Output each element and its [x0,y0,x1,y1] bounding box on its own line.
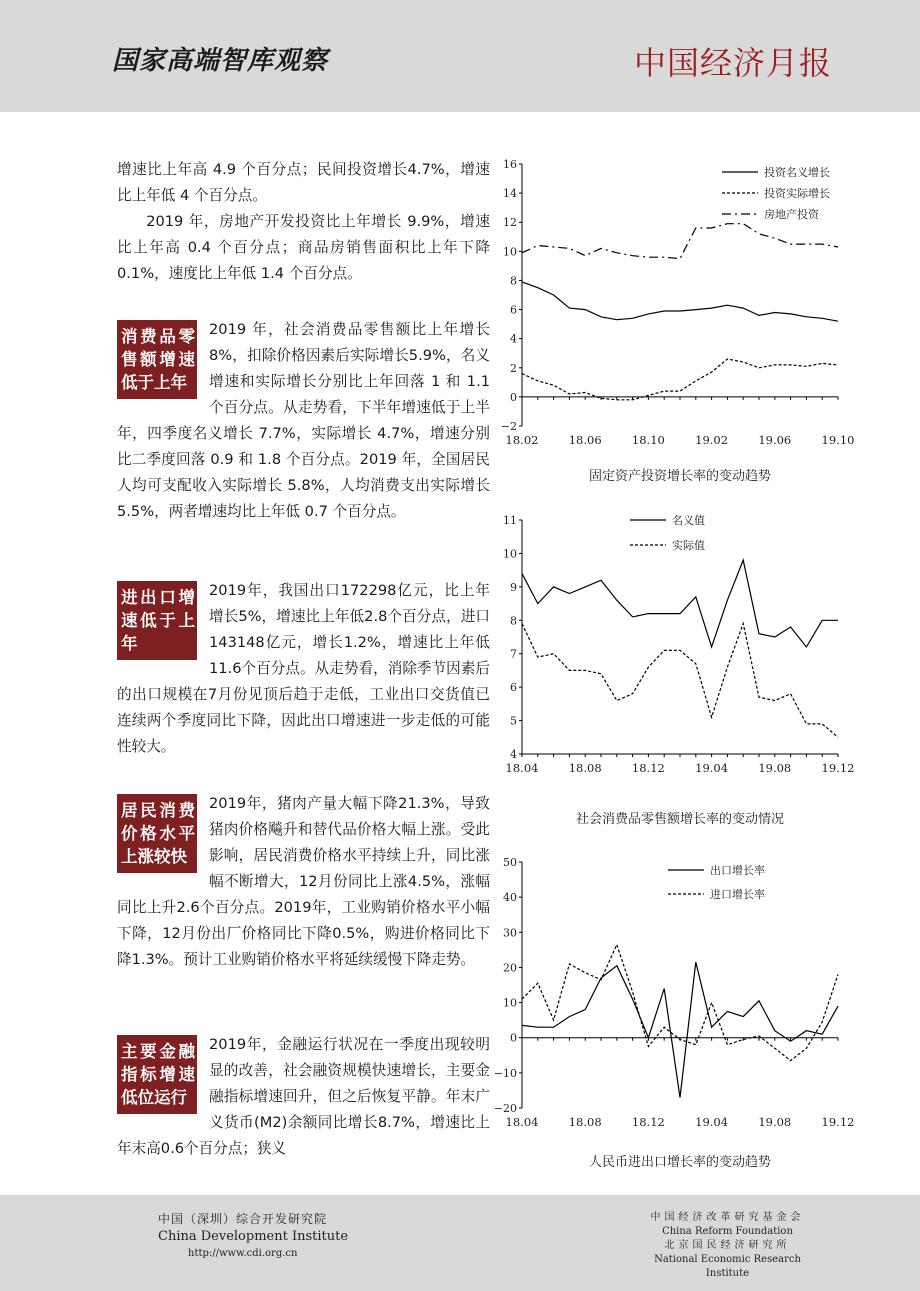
y-tick-label: 9 [510,580,517,594]
section-cpi [117,791,490,973]
investment-chart-title: 固定资产投资增长率的变动趋势 [588,469,771,484]
section-tag-finance: 主要金融指标增速低位运行 [117,1035,197,1114]
y-tick-label: −20 [493,1102,517,1115]
legend-label: 实际值 [672,539,705,552]
legend-label: 投资实际增长 [764,187,830,200]
x-tick-label: 18.06 [568,433,602,447]
x-tick-label: 18.08 [568,761,602,775]
x-tick-label: 19.10 [821,433,855,447]
investment-chart [490,150,870,464]
y-tick-label: 6 [510,303,517,317]
retail-chart [490,508,870,802]
legend-label: 进口增长率 [710,888,765,901]
x-tick-label: 19.04 [695,761,729,775]
y-tick-label: 4 [510,748,517,761]
y-tick-label: 7 [510,647,517,661]
trade-chart-title: 人民币进出口增长率的变动趋势 [588,1155,771,1170]
footer-url[interactable]: http://www.cdi.org.cn [188,1248,298,1259]
legend-label: 名义值 [672,514,705,527]
x-tick-label: 18.12 [631,1115,665,1129]
section-tag-cpi: 居民消费价格水平上涨较快 [117,794,197,873]
y-tick-label: 0 [510,1031,517,1045]
footer-right [640,1211,815,1281]
y-tick-label: 5 [510,714,517,728]
footer-left [158,1211,348,1262]
y-tick-label: 50 [503,856,517,869]
x-tick-label: 18.10 [631,433,665,447]
section-text-finance: 2019年，金融运行状况在一季度出现较明显的改善，社会融资规模快速增长，主要金融指标增速回升，但之后恢复平静。年末广义货币(M2)余额同比增长8.7%，增速比上年末高0.6个百分点；狭义 [117,1036,490,1157]
section-trade [117,578,490,760]
y-tick-label: 40 [503,891,517,905]
section-text-trade: 2019年，我国出口172298亿元，比上年增长5%，增速比上年低2.8个百分点，进口143148亿元，增长1.2%，增速比上年低11.6个百分点。从走势看，消除季节因素后的出口规模在7月份见顶后趋于走低，工业出口交货值已连续两个季度同比下降，因此出口增速进一步走低的可能性较大。 [117,582,490,755]
y-tick-label: 10 [503,996,517,1010]
y-tick-label: −10 [493,1066,517,1080]
y-tick-label: 12 [503,216,517,230]
y-tick-label: 6 [510,681,517,695]
series-line-3 [522,224,838,259]
x-tick-label: 19.08 [758,761,792,775]
y-tick-label: 10 [503,547,517,561]
brand-logo-text: 国家高端智库观察 [112,46,329,76]
intro-paragraph-1: 增速比上年高 4.9 个百分点；民间投资增长4.7%，增速比上年低 4 个百分点。 [117,161,490,204]
footer-crf-cn: 中国经济改革研究基金会 [650,1212,805,1223]
x-tick-label: 19.08 [758,1115,792,1129]
x-tick-label: 19.12 [821,761,855,775]
series-line-2 [522,359,838,400]
series-line-1 [522,962,838,1097]
y-tick-label: 14 [503,187,517,201]
y-tick-label: 2 [510,361,517,375]
x-tick-label: 19.02 [695,433,729,447]
x-tick-label: 18.08 [568,1115,602,1129]
y-tick-label: 4 [510,332,517,346]
x-tick-label: 18.12 [631,761,665,775]
footer-crf-en: China Reform Foundation [662,1226,793,1237]
investment-chart-svg [490,150,870,460]
footer-neri-en: National Economic Research Institute [654,1254,801,1279]
section-retail [117,317,490,525]
footer-cdi-en: China Development Institute [158,1229,349,1244]
footer-neri-cn: 北京国民经济研究所 [664,1240,791,1251]
section-tag-trade: 进出口增速低于上年 [117,581,197,660]
legend-label: 房地产投资 [764,208,819,221]
x-tick-label: 19.04 [695,1115,729,1129]
y-tick-label: 11 [503,514,517,527]
footer-cdi-cn: 中国（深圳）综合开发研究院 [158,1212,328,1226]
series-line-1 [522,560,838,647]
x-tick-label: 18.04 [505,761,539,775]
trade-chart [490,852,870,1146]
y-tick-label: 8 [510,614,517,628]
y-tick-label: 20 [503,961,517,975]
legend-label: 出口增长率 [710,864,765,877]
x-tick-label: 19.06 [758,433,792,447]
y-tick-label: 10 [503,245,517,259]
retail-chart-svg [490,508,870,798]
series-line-2 [522,624,838,738]
report-title: 中国经济月报 [633,44,832,82]
section-text-cpi: 2019年，猪肉产量大幅下降21.3%，导致猪肉价格飚升和替代品价格大幅上涨。受此影响，居民消费价格水平持续上升，同比涨幅不断增大，12月份同比上涨4.5%，涨幅同比上升2.6个百分点。2019年，工业购销价格水平小幅下降，12月份出厂价格同比下降0.5%，购进价格同比下降1.3%。预计工业购销价格水平将延续缓慢下降走势。 [117,795,490,968]
x-tick-label: 18.02 [505,433,539,447]
section-finance [117,1032,490,1162]
section-tag-retail: 消费品零售额增速低于上年 [117,320,197,399]
series-line-1 [522,282,838,321]
series-line-2 [522,945,838,1061]
y-tick-label: 16 [503,158,517,171]
intro-block [117,157,490,287]
page-footer [0,1195,920,1291]
x-tick-label: 19.12 [821,1115,855,1129]
y-tick-label: −2 [500,420,517,433]
intro-paragraph-2: 2019 年，房地产开发投资比上年增长 9.9%，增速比上年高 0.4 个百分点；商品房销售面积比上年下降 0.1%，速度比上年低 1.4 个百分点。 [117,213,490,282]
legend-label: 投资名义增长 [764,166,830,179]
y-tick-label: 0 [510,390,517,404]
y-tick-label: 30 [503,926,517,940]
y-tick-label: 8 [510,274,517,288]
page-header [0,0,920,112]
retail-chart-title: 社会消费品零售额增长率的变动情况 [575,812,784,827]
x-tick-label: 18.04 [505,1115,539,1129]
trade-chart-svg [490,852,870,1142]
section-text-retail: 2019 年，社会消费品零售额比上年增长 8%，扣除价格因素后实际增长5.9%，名义增速和实际增长分别比上年回落 1 和 1.1 个百分点。从走势看，下半年增速低于上半年，四季度名义增长 7.7%，实际增长 4.7%，增速分别比二季度回落 0.9 和 1.8 个百分点。2019 年，全国居民人均可支配收入实际增长 5.8%，人均消费支出实际增长 5.5%，两者增速均比上年低 0.7 个百分点。 [117,321,490,520]
